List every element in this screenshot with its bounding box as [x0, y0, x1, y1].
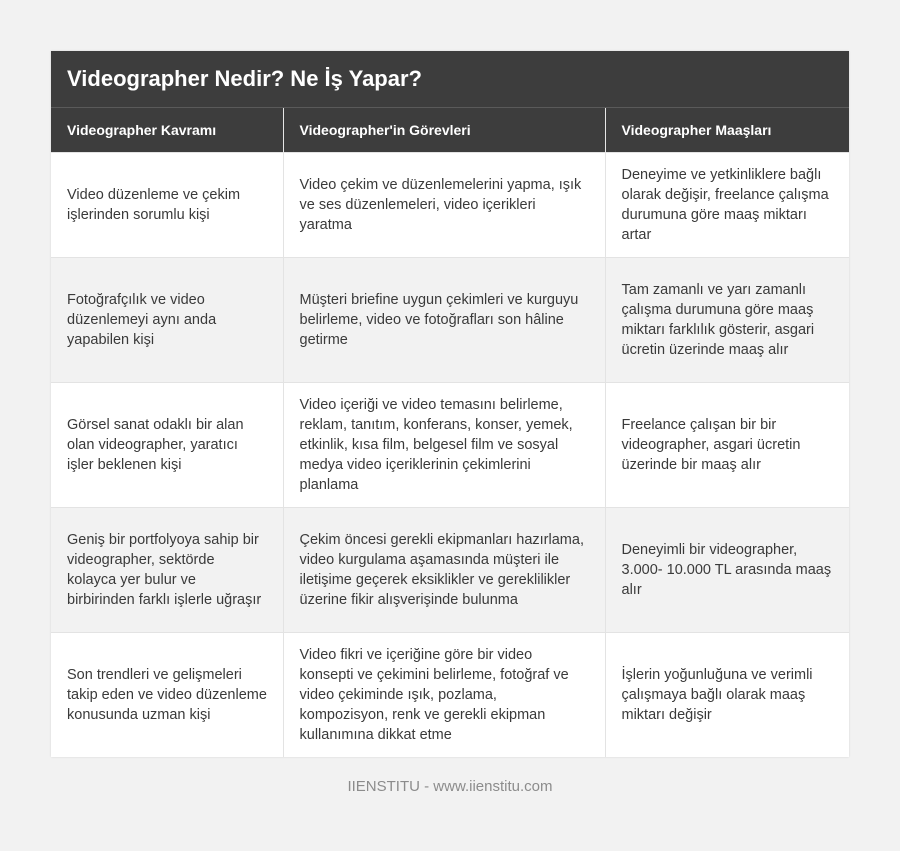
column-header-salaries: Videographer Maaşları	[605, 108, 849, 152]
table-title: Videographer Nedir? Ne İş Yapar?	[51, 51, 849, 108]
table-cell-duties: Video içeriği ve video temasını belirleme, reklam, tanıtım, konferans, konser, yemek, etkinlik, kısa film, belgesel film ve sosyal medya video içeriklerinin çekimlerini planlama	[283, 382, 605, 507]
table-row	[51, 152, 849, 257]
table-cell-concept: Görsel sanat odaklı bir alan olan videographer, yaratıcı işler beklenen kişi	[51, 382, 283, 507]
table-row	[51, 632, 849, 757]
table-cell-concept: Son trendleri ve gelişmeleri takip eden ve video düzenleme konusunda uzman kişi	[51, 632, 283, 757]
table-cell-salaries: Deneyime ve yetkinliklere bağlı olarak değişir, freelance çalışma durumuna göre maaş miktarı artar	[605, 152, 849, 257]
table-cell-duties: Video fikri ve içeriğine göre bir video konsepti ve çekimini belirleme, fotoğraf ve video çekiminde ışık, pozlama, kompozisyon, renk ve gerekli ekipman kullanımına dikkat etme	[283, 632, 605, 757]
table-cell-concept: Fotoğrafçılık ve video düzenlemeyi aynı anda yapabilen kişi	[51, 257, 283, 382]
info-table	[51, 108, 849, 757]
table-row	[51, 382, 849, 507]
table-cell-salaries: Freelance çalışan bir bir videographer, asgari ücretin üzerinde bir maaş alır	[605, 382, 849, 507]
table-cell-concept: Geniş bir portfolyoya sahip bir videographer, sektörde kolayca yer bulur ve birbirinden farklı işlerle uğraşır	[51, 507, 283, 632]
table-cell-duties: Çekim öncesi gerekli ekipmanları hazırlama, video kurgulama aşamasında müşteri ile iletişime geçerek eksiklikler ve gereklilikler üzerine fikir alışverişinde bulunma	[283, 507, 605, 632]
table-cell-duties: Video çekim ve düzenlemelerini yapma, ışık ve ses düzenlemeleri, video içerikleri yaratma	[283, 152, 605, 257]
table-row	[51, 257, 849, 382]
info-table-card	[51, 51, 849, 757]
table-cell-salaries: Tam zamanlı ve yarı zamanlı çalışma durumuna göre maaş miktarı farklılık gösterir, asgari ücretin üzerinde maaş alır	[605, 257, 849, 382]
table-cell-salaries: Deneyimli bir videographer, 3.000- 10.000 TL arasında maaş alır	[605, 507, 849, 632]
table-header-row	[51, 108, 849, 152]
table-cell-concept: Video düzenleme ve çekim işlerinden sorumlu kişi	[51, 152, 283, 257]
column-header-concept: Videographer Kavramı	[51, 108, 283, 152]
table-row	[51, 507, 849, 632]
column-header-duties: Videographer'in Görevleri	[283, 108, 605, 152]
table-cell-duties: Müşteri briefine uygun çekimleri ve kurguyu belirleme, video ve fotoğrafları son hâline getirme	[283, 257, 605, 382]
footer-credit: IIENSTITU - www.iienstitu.com	[347, 778, 553, 795]
table-cell-salaries: İşlerin yoğunluğuna ve verimli çalışmaya bağlı olarak maaş miktarı değişir	[605, 632, 849, 757]
